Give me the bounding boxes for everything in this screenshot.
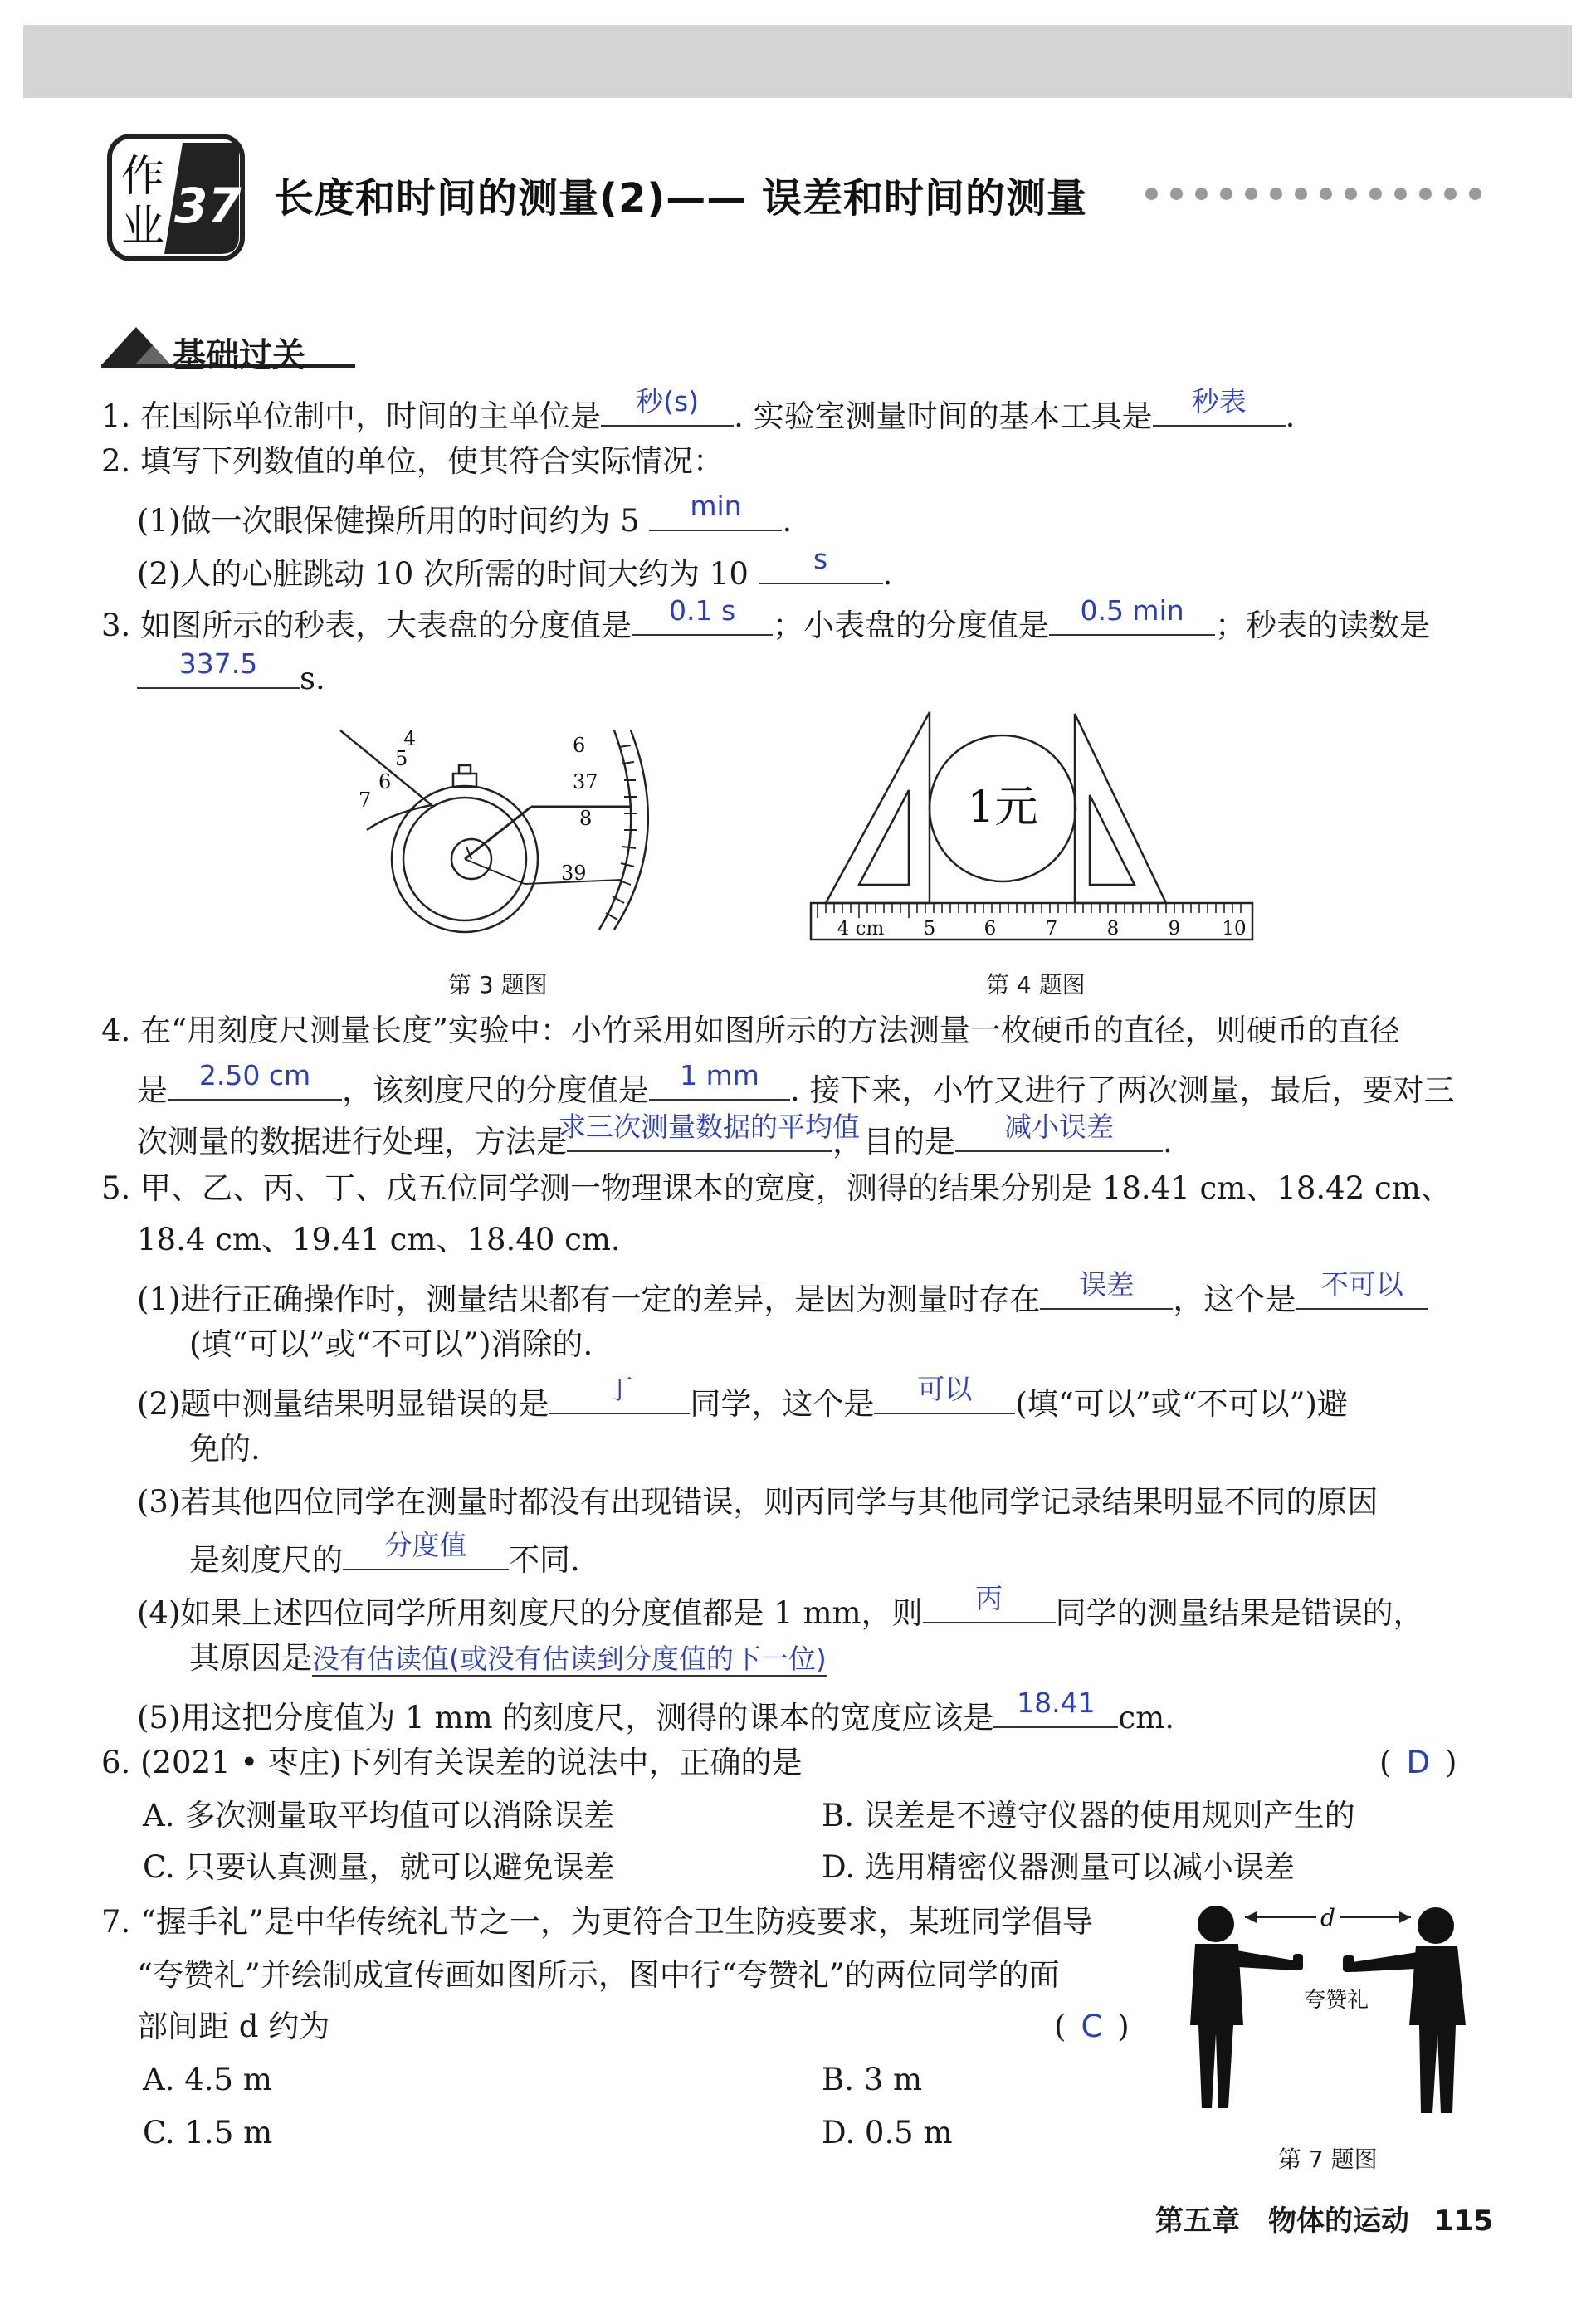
question-6-stem: 6. (2021 • 枣庄)下列有关误差的说法中，正确的是	[101, 1745, 803, 1780]
q5-answer-5: 18.41	[1017, 1687, 1096, 1719]
question-7-stem-1: 7. “握手礼”是中华传统礼节之一，为更符合卫生防疫要求，某班同学倡导	[101, 1904, 1093, 1940]
question-4-line-2: 是 2.50 cm ，该刻度尺的分度值是 1 mm . 接下来，小竹又进行了两次测量，最后，要对三	[137, 1064, 1455, 1111]
question-5-part-3: (3)若其他四位同学在测量时都没有出现错误，则丙同学与其他同学记录结果明显不同的原因	[137, 1484, 1379, 1520]
q6-option-b: B. 误差是不遵守仪器的使用规则产生的	[822, 1798, 1355, 1833]
question-2-stem: 2. 填写下列数值的单位，使其符合实际情况：	[101, 443, 725, 479]
ruler-label: 9	[1168, 918, 1181, 940]
ruler-label: 8	[1106, 918, 1120, 940]
question-2-part-1: (1)做一次眼保健操所用的时间约为 5 min .	[137, 495, 792, 541]
question-3-line-2: 337.5 s.	[137, 652, 325, 699]
q7-option-c: C. 1.5 m	[143, 2115, 273, 2151]
chapter-title: 第五章 物体的运动	[1155, 2204, 1409, 2238]
q1-answer-b: 秒表	[1191, 385, 1247, 417]
q6-option-a: A. 多次测量取平均值可以消除误差	[143, 1798, 615, 1833]
q4-answer-b: 1 mm	[680, 1059, 759, 1091]
ruler-label: 4 cm	[837, 918, 885, 940]
question-5-part-2-cont: 免的.	[189, 1431, 261, 1467]
ruler-label: 5	[923, 918, 936, 940]
dial-small-label: 6	[378, 770, 392, 793]
section-title: 基础过关	[173, 336, 305, 374]
question-7-stem-2: “夸赞礼”并绘制成宣传画如图所示，图中行“夸赞礼”的两位同学的面	[137, 1957, 1060, 1993]
question-5-part-1-note: (填“可以”或“不可以”)消除的.	[189, 1326, 593, 1362]
figure-3-caption: 第 3 题图	[448, 971, 548, 998]
question-5-part-4: (4)如果上述四位同学所用刻度尺的分度值都是 1 mm，则 丙 同学的测量结果是错误的，	[137, 1587, 1424, 1633]
question-4-line-3: 次测量的数据进行处理，方法是 求三次测量数据的平均值 ，目的是 减小误差 .	[137, 1116, 1173, 1162]
stopwatch-figure	[332, 714, 656, 963]
figure-7-caption: 第 7 题图	[1278, 2146, 1378, 2173]
page-footer	[1155, 2198, 1493, 2238]
q2-answer-1: min	[690, 490, 742, 522]
dial-small-label: 4	[403, 727, 417, 750]
q1-answer-a: 秒(s)	[636, 385, 700, 417]
dial-large-label: 39	[561, 862, 587, 885]
q6-option-c: C. 只要认真测量，就可以避免误差	[143, 1849, 615, 1885]
question-5-stem-1: 5. 甲、乙、丙、丁、戊五位同学测一物理课本的宽度，测得的结果分别是 18.41 cm、18.42 cm、	[101, 1170, 1452, 1206]
q3-answer-a: 0.1 s	[668, 594, 736, 627]
q5-answer-4a: 丙	[975, 1582, 1003, 1614]
assignment-badge	[106, 131, 247, 264]
badge-bottom-char: 业	[121, 202, 165, 251]
q5-answer-2b: 可以	[917, 1373, 973, 1405]
question-5-part-4-cont: 其原因是没有估读值(或没有估读到分度值的下一位)	[189, 1640, 827, 1676]
ruler-label: 7	[1045, 918, 1058, 940]
q7-option-a: A. 4.5 m	[143, 2062, 272, 2097]
dial-small-label: 5	[395, 747, 408, 770]
badge-number: 37	[174, 178, 242, 234]
q3-answer-c: 337.5	[178, 647, 258, 680]
question-6-answer-box: ( D )	[1379, 1745, 1457, 1780]
title-dots	[1145, 188, 1481, 200]
question-5-part-1: (1)进行正确操作时，测量结果都有一定的差异，是因为测量时存在 误差 ，这个是 不可以	[137, 1273, 1428, 1320]
badge-top-char: 作	[121, 152, 165, 202]
question-5-stem-2: 18.4 cm、19.41 cm、18.40 cm.	[137, 1222, 621, 1257]
question-1: 1. 在国际单位制中，时间的主单位是 秒(s) . 实验室测量时间的基本工具是 秒表 .	[101, 390, 1295, 437]
question-5-part-3-cont: 是刻度尺的 分度值 不同.	[189, 1534, 580, 1580]
coin-ruler-figure	[809, 705, 1257, 946]
question-2-part-2: (2)人的心脏跳动 10 次所需的时间大约为 10 s .	[137, 548, 892, 594]
page-number: 115	[1434, 2204, 1493, 2238]
q4-answer-d: 减小误差	[1004, 1111, 1114, 1143]
q5-answer-1a: 误差	[1079, 1268, 1135, 1301]
dial-large-label: 8	[579, 807, 593, 830]
q6-answer: D	[1406, 1745, 1430, 1780]
coin-label: 1元	[967, 783, 1038, 832]
question-3-line-1: 3. 如图所示的秒表，大表盘的分度值是 0.1 s ；小表盘的分度值是 0.5 min ；秒表的读数是	[101, 599, 1430, 646]
ruler-label: 10	[1222, 918, 1247, 940]
q5-answer-3: 分度值	[384, 1529, 467, 1561]
dial-large-label: 37	[573, 770, 598, 793]
q2-answer-2: s	[813, 543, 828, 575]
dial-small-label: 7	[359, 788, 372, 812]
q7-answer: C	[1081, 2009, 1103, 2044]
top-banner	[23, 25, 1572, 98]
praise-gesture-figure	[1170, 1901, 1486, 2141]
dial-large-label: 6	[573, 734, 586, 757]
figure-4-caption: 第 4 题图	[986, 971, 1086, 998]
question-7-stem-3: 部间距 d 约为	[137, 2009, 330, 2044]
question-4-line-1: 4. 在“用刻度尺测量长度”实验中：小竹采用如图所示的方法测量一枚硬币的直径，则硬币的直径	[101, 1013, 1400, 1048]
question-5-part-5: (5)用这把分度值为 1 mm 的刻度尺，测得的课本的宽度应该是 18.41 cm.	[137, 1692, 1174, 1738]
praise-label: 夸赞礼	[1303, 1988, 1369, 2013]
q4-answer-c: 求三次测量数据的平均值	[559, 1111, 860, 1143]
question-7-answer-box: ( C )	[1054, 2009, 1130, 2044]
q3-answer-b: 0.5 min	[1080, 594, 1184, 627]
q4-answer-a: 2.50 cm	[198, 1059, 311, 1091]
q6-option-d: D. 选用精密仪器测量可以减小误差	[822, 1849, 1295, 1885]
q5-answer-2a: 丁	[605, 1373, 633, 1405]
question-5-part-2: (2)题中测量结果明显错误的是 丁 同学，这个是 可以 (填“可以”或“不可以”)避	[137, 1378, 1348, 1424]
lesson-title: 长度和时间的测量(2)—— 误差和时间的测量	[274, 175, 1087, 222]
q5-answer-4b: 没有估读值(或没有估读到分度值的下一位)	[312, 1643, 827, 1675]
q7-option-d: D. 0.5 m	[822, 2115, 953, 2151]
q7-option-b: B. 3 m	[822, 2062, 923, 2097]
ruler-label: 6	[983, 918, 997, 940]
distance-d-label: d	[1320, 1904, 1335, 1931]
q5-answer-1b: 不可以	[1320, 1268, 1403, 1301]
